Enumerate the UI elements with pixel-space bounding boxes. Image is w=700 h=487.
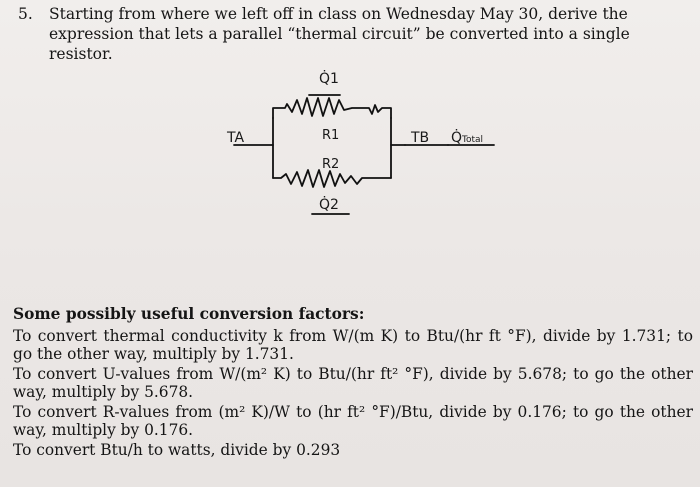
conversion-item-4: To convert Btu/h to watts, divide by 0.293 bbox=[13, 441, 341, 459]
question-number: 5. bbox=[18, 5, 33, 23]
heat-flow-total-label bbox=[451, 130, 483, 146]
resistor-r1-label: R1 bbox=[322, 128, 340, 143]
heat-flow-q2-label: Q̇2 bbox=[319, 197, 339, 213]
resistor-r2-label: R2 bbox=[322, 157, 340, 172]
conversion-item-1: To convert thermal conductivity k from W/(m K) to Btu/(hr ft °F), divide by 1.731; to go the other way, multiply by 1.731. bbox=[13, 327, 693, 363]
temperature-tb-label: TB bbox=[411, 130, 430, 146]
conversion-item-2: To convert U-values from W/(m² K) to Btu/(hr ft² °F), divide by 5.678; to go the other way, multiply by 5.678. bbox=[13, 365, 693, 401]
heat-flow-total-main: Q̇ bbox=[451, 130, 463, 146]
conversion-heading: Some possibly useful conversion factors: bbox=[13, 305, 365, 323]
temperature-ta-label: TA bbox=[227, 130, 245, 146]
heat-flow-q1-label: Q̇1 bbox=[319, 71, 339, 87]
resistor-r1 bbox=[273, 98, 391, 118]
heat-flow-total-subscript: Total bbox=[462, 135, 484, 145]
conversion-factors-section bbox=[13, 305, 693, 459]
question-text: Starting from where we left off in class on Wednesday May 30, derive the expression that lets a parallel “thermal circuit” be converted into a single resistor. bbox=[49, 5, 630, 63]
conversion-item-3: To convert R-values from (m² K)/W to (hr ft² °F)/Btu, divide by 0.176; to go the other way, multiply by 0.176. bbox=[13, 403, 693, 439]
resistor-r2 bbox=[273, 170, 391, 187]
